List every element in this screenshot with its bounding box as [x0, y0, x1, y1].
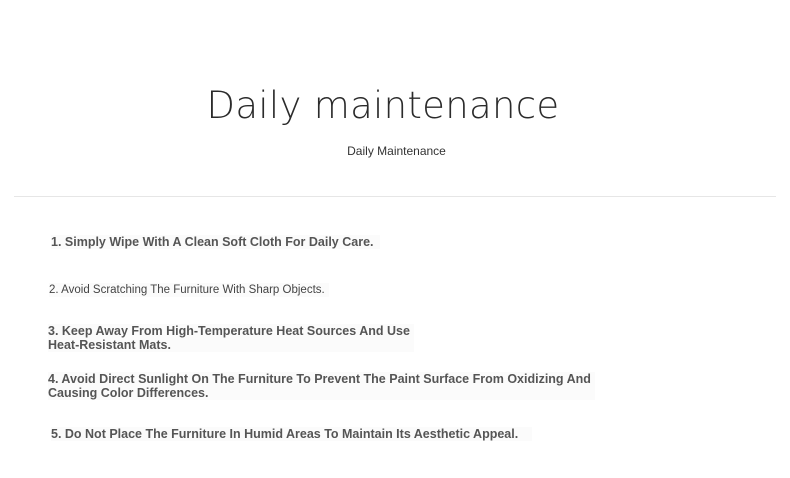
section-divider [14, 196, 776, 197]
tip-3-line-2: Heat-Resistant Mats. [48, 338, 171, 352]
maintenance-tip-1 [51, 235, 380, 249]
page-title: Daily maintenance [206, 84, 560, 127]
page-subtitle: Daily Maintenance [347, 144, 446, 158]
maintenance-tip-2 [49, 283, 329, 297]
tip-5-line-1: 5. Do Not Place The Furniture In Humid Areas To Maintain Its Aesthetic Appeal. [51, 427, 519, 441]
tip-2-line-1: 2. Avoid Scratching The Furniture With Sharp Objects. [49, 284, 325, 296]
maintenance-tip-3 [48, 324, 414, 352]
maintenance-tip-4 [48, 372, 595, 400]
tip-4-line-1: 4. Avoid Direct Sunlight On The Furniture To Prevent The Paint Surface From Oxidizing And [48, 372, 591, 386]
tip-3-line-1: 3. Keep Away From High-Temperature Heat Sources And Use [48, 324, 410, 338]
maintenance-tip-5 [51, 427, 532, 441]
tip-1-line-1: 1. Simply Wipe With A Clean Soft Cloth For Daily Care. [51, 235, 374, 249]
tip-4-line-2: Causing Color Differences. [48, 386, 209, 400]
